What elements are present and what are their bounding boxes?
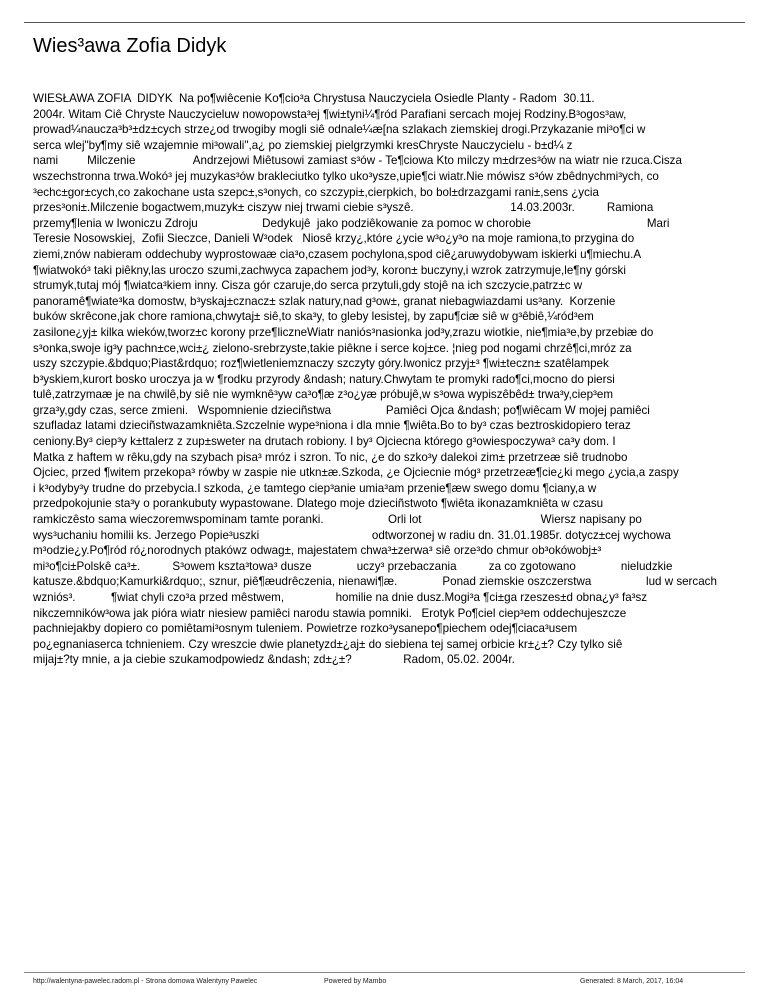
body-line: katusze.&bdquo;Kamurki&rdquo;, sznur, piê¶æudrêczenia, nienawi¶æ. Ponad ziemskie oszczerstwa lud w sercach (33, 575, 717, 589)
body-line: Matka z haftem w rêku,gdy na szybach pisa³ mróz i szron. To nic, ¿e do szko³y dalekoi zim± przetrzeæ siê trudnobo (33, 450, 628, 464)
body-line: s³onka,swoje ig³y pachn±ce,wci±¿ zielono-srebrzyste,takie piêkne i serce koj±ce. ¦nieg pod nogami chrzê¶ci,mróz za (33, 341, 632, 355)
body-line: nikczemników³owa jak pióra wiatr niesiew pamiêci narodu stawia pomniki. Erotyk Po¶ciel ciep³em oddechujeszcze (33, 606, 627, 620)
body-line: Teresie Nosowskiej, Zofii Sieczce, Danieli W³odek Niosê krzy¿,które ¿ycie w³o¿y³o na moje ramiona,to przygina do (33, 232, 635, 246)
article-body (33, 91, 768, 668)
page-title: Wies³awa Zofia Didyk (33, 35, 227, 57)
body-line: pachniejakby dopiero co pomiêtami³osnym tuleniem. Powietrze rozko³ysanepo¶piechem odej¶ciaca³usem (33, 622, 578, 636)
header-rule (24, 22, 745, 23)
body-line: grza³y,gdy czas, serce zmieni. Wspomnienie dzieciñstwa Pamiêci Ojca &ndash; po¶wiêcam W mojej pamiêci (33, 403, 650, 417)
body-line: przedpokojunie sta³y o porankubuty wypastowane. Dlatego moje dzieciñstwoto ¶wiêta ikonazamkniêta w czasu (33, 497, 604, 511)
body-line: wzniós³. ¶wiat chyli czo³a przed mêstwem, homilie na dnie dusz.Mogi³a ¶ci±ga rzeszes±d obna¿y³ fa³sz (33, 591, 648, 604)
body-line: ceniony.By³ ciep³y k±ttalerz z zup±sweter na drutach robiony. I by³ Ojciecna którego g³owiespoczywa³ ca³y dom. I (33, 435, 616, 449)
body-line: m³odzie¿y.Po¶ród ró¿norodnych ptakówz odwag±, majestatem chwa³±zerwa³ siê orze³do chmur ob³okówobj±³ (33, 544, 602, 558)
body-line: panoramê¶wiate³ka domostw, b³yskaj±cznacz± szlak natury,nad g³ow±, granat niebagwiazdami us³any. Korzenie (33, 294, 616, 308)
footer-source-url: http://walentyna-pawelec.radom.pl - Strona domowa Walentyny Pawelec (33, 978, 258, 985)
footer-powered-by: Powered by Mambo (324, 978, 387, 985)
body-line: wszechstronna trwa.Wokó³ jej muzykas³ów brakleciutko tylko uko³ysze,upie¶ci wiatr.Nie mówisz s³ów zbêdnychmi³ych, co (33, 169, 659, 183)
body-line: szufladaz latami dzieciñstwazamkniêta.Szczelnie wype³niona i dla mnie ¶wiêta.Bo to by³ czas beztroskidopiero teraz (33, 419, 631, 433)
body-line: i k³odyby³y trudne do przebycia.I szkoda, ¿e tamtego ciep³anie umia³am przenie¶æw swego domu ¶ciany,a w (33, 481, 597, 495)
body-line: serca wlej"by¶my siê wzajemnie mi³owali",a¿ po ziemskiej pielgrzymki kresChryste Nauczycielu - b±d¼ z (33, 138, 573, 152)
body-line: mijaj±?ty mnie, a ja ciebie szukamodpowiedz &ndash; zd±¿±? Radom, 05.02. 2004r. (33, 653, 515, 667)
body-line: ¶wiatwokó³ taki piêkny,las uroczo szumi,zachwyca zapachem jod³y, koron± buczyny,i wzrok zatrzymuje,le¶ny górski (33, 263, 626, 277)
body-line: Ojciec, przed ¶witem przekopa³ rówby w zaspie nie utkn±æ.Szkoda, ¿e Ojciecnie móg³ przetrzeæ¶cie¿ki mego ¿ycia,a zaspy (33, 466, 679, 480)
body-line: ziemi,znów nabieram oddechuby wyprostowaæ cia³o,czasem pochylona,spod ciê¿aruwydobywam iskierki u¶miechu.A (33, 247, 642, 261)
body-line: 2004r. Witam Ciê Chryste Nauczycieluw nowopowsta³ej ¶wi±tyni¼¶ród Parafiani sercach mojej Rodziny.B³ogos³aw, (33, 107, 627, 121)
footer-rule (24, 972, 745, 973)
body-line: prowad¼naucza³b³±dz±cych strze¿od trwogiby mogli siê odnale¼æ[na szlakach ziemskiej drogi.Przykazanie mi³o¶ci w (33, 123, 646, 137)
body-line: nami Milczenie Andrzejowi Miêtusowi zamiast s³ów - Te¶ciowa Kto milczy m±drzes³ów na wiatr nie rzuca.Cisza (33, 154, 682, 168)
body-line: zasilone¿yj± kilka wieków,tworz±c korony prze¶liczneWiatr naniós³nasionka jod³y,zrazu wiotkie, nie¶mia³e,by przebiæ do (33, 325, 654, 339)
body-line: ramkiczêsto sama wieczoremwspominam tamte poranki. Orli lot Wiersz napisany po (33, 513, 642, 527)
body-line: przemy¶lenia w Iwoniczu Zdroju Dedykujê jako podziêkowanie za pomoc w chorobie Mari (33, 216, 670, 230)
body-line: WIESŁAWA ZOFIA DIDYK Na po¶wiêcenie Ko¶cio³a Chrystusa Nauczyciela Osiedle Planty - Radom 30.11. (33, 92, 595, 105)
body-line: wys³uchaniu homilii ks. Jerzego Popie³uszki odtworzonej w radiu dn. 31.01.1985r. dotycz±cej wychowa (33, 528, 671, 542)
body-line: b³yskiem,kurort bosko uroczya ja w ¶rodku przyrody &ndash; natury.Chwytam te promyki rado¶ci,mocno do piersi (33, 372, 615, 386)
body-line: uszy szczypie.&bdquo;Piast&rdquo; roz¶wietleniemznaczy szczyty góry.Iwonicz przyj±³ ¶wi±teczn± szatêlampek (33, 357, 609, 371)
body-line: mi³o¶ci±Polskê ca³±. S³owem kszta³towa³ dusze uczy³ przebaczania za co zgotowano nieludzkie (33, 559, 673, 573)
body-line: ³echc±gor±cych,co zakochane usta szepc±,s³onych, co szczypi±,cierpkich, bo bol±drzazgami rani±,sens ¿ycia (33, 185, 599, 199)
body-line: przes³oni±.Milczenie bogactwem,muzyk± ciszyw niej trwami ciebie s³yszê. 14.03.2003r. Ramiona (33, 201, 654, 215)
body-line: buków skrêcone,jak chore ramiona,chwytaj± siê,to ska³y, to gleby lesistej, by zapu¶ciæ siê w g³êbiê,¼ród³em (33, 310, 594, 324)
body-line: po¿egnaniaserca tchnieniem. Czy wreszcie dwie planetyzd±¿aj± do siebiena tej samej orbicie kr±¿±? Czy tylko siê (33, 637, 623, 651)
body-line: tulê,zatrzymaæ je na chwilê,by siê nie wymknê³yw ca³o¶æ z³o¿yæ próbujê,w s³owa wypiszêbêd± trwa³y,ciep³em (33, 388, 614, 402)
body-line: strumyk,tutaj mój ¶wiatca³kiem inny. Cisza gór czaruje,do serca przytuli,gdy stojê na ich szczycie,patrz±c w (33, 279, 583, 293)
footer-generated-date: Generated: 8 March, 2017, 16:04 (580, 978, 684, 985)
